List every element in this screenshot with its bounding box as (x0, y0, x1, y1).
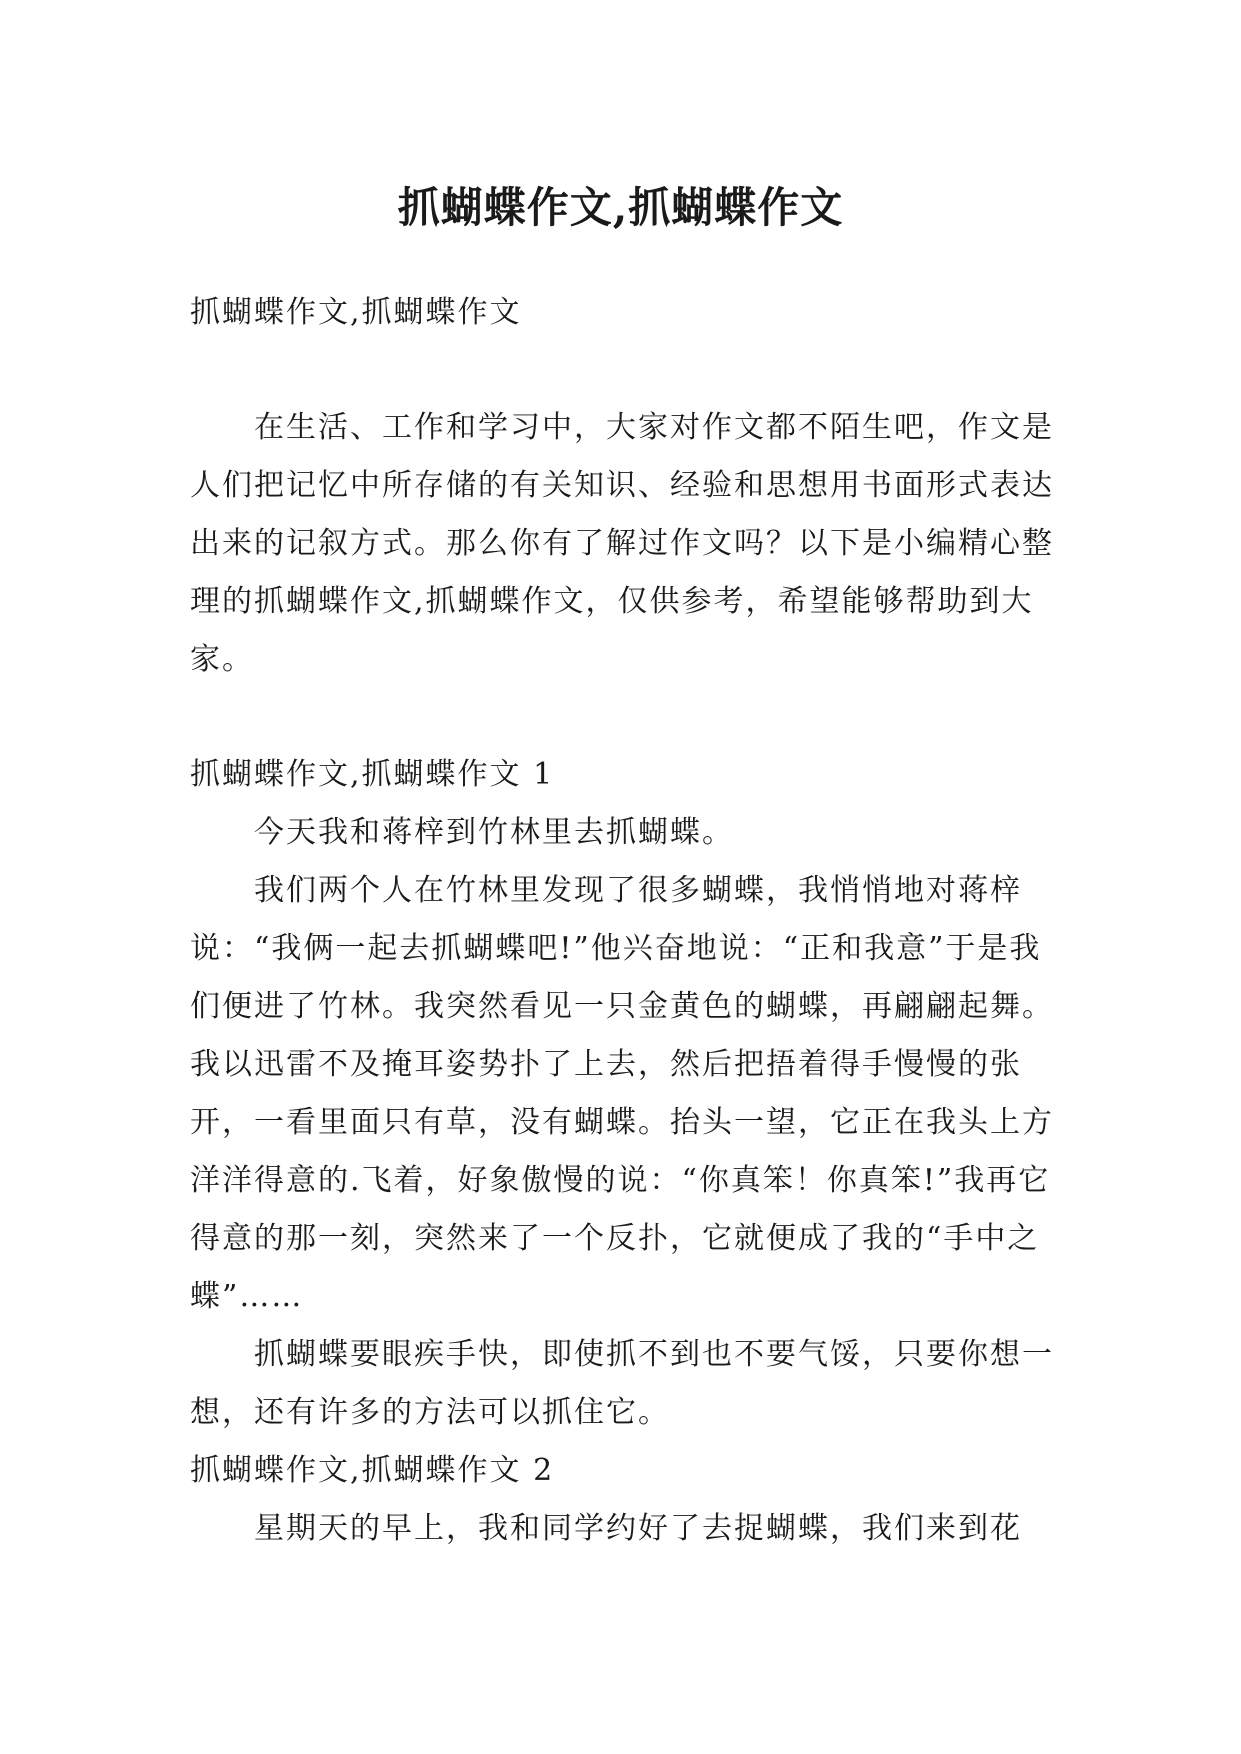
intro-paragraph: 在生活、工作和学习中，大家对作文都不陌生吧，作文是人们把记忆中所存储的有关知识、经验和思想用书面形式表达出来的记叙方式。那么你有了解过作文吗？以下是小编精心整理的抓蝴蝶作文,抓蝴蝶作文，仅供参考，希望能够帮助到大家。 (190, 410, 1054, 677)
document-subtitle: 抓蝴蝶作文,抓蝴蝶作文 (190, 295, 522, 330)
section-heading-1: 抓蝴蝶作文,抓蝴蝶作文 1 (190, 757, 555, 792)
section-heading-2: 抓蝴蝶作文,抓蝴蝶作文 2 (190, 1453, 555, 1488)
document-body (190, 284, 1058, 1558)
section-1-paragraph-1: 今天我和蒋梓到竹林里去抓蝴蝶。 (254, 815, 734, 850)
section-1-paragraph-2: 我们两个人在竹林里发现了很多蝴蝶，我悄悄地对蒋梓说：“我俩一起去抓蝴蝶吧!”他兴奋地说：“正和我意”于是我们便进了竹林。我突然看见一只金黄色的蝴蝶，再翩翩起舞。我以迅雷不及掩耳姿势扑了上去，然后把捂着得手慢慢的张开，一看里面只有草，没有蝴蝶。抬头一望，它正在我头上方洋洋得意的.飞着，好象傲慢的说：“你真笨！你真笨!”我再它得意的那一刻，突然来了一个反扑，它就便成了我的“手中之蝶”…… (190, 873, 1054, 1314)
section-1-paragraph-3: 抓蝴蝶要眼疾手快，即使抓不到也不要气馁，只要你想一想，还有许多的方法可以抓住它。 (190, 1337, 1054, 1430)
section-2-paragraph-1: 星期天的早上，我和同学约好了去捉蝴蝶，我们来到花 (254, 1511, 1022, 1546)
document-title: 抓蝴蝶作文,抓蝴蝶作文 (397, 183, 844, 233)
